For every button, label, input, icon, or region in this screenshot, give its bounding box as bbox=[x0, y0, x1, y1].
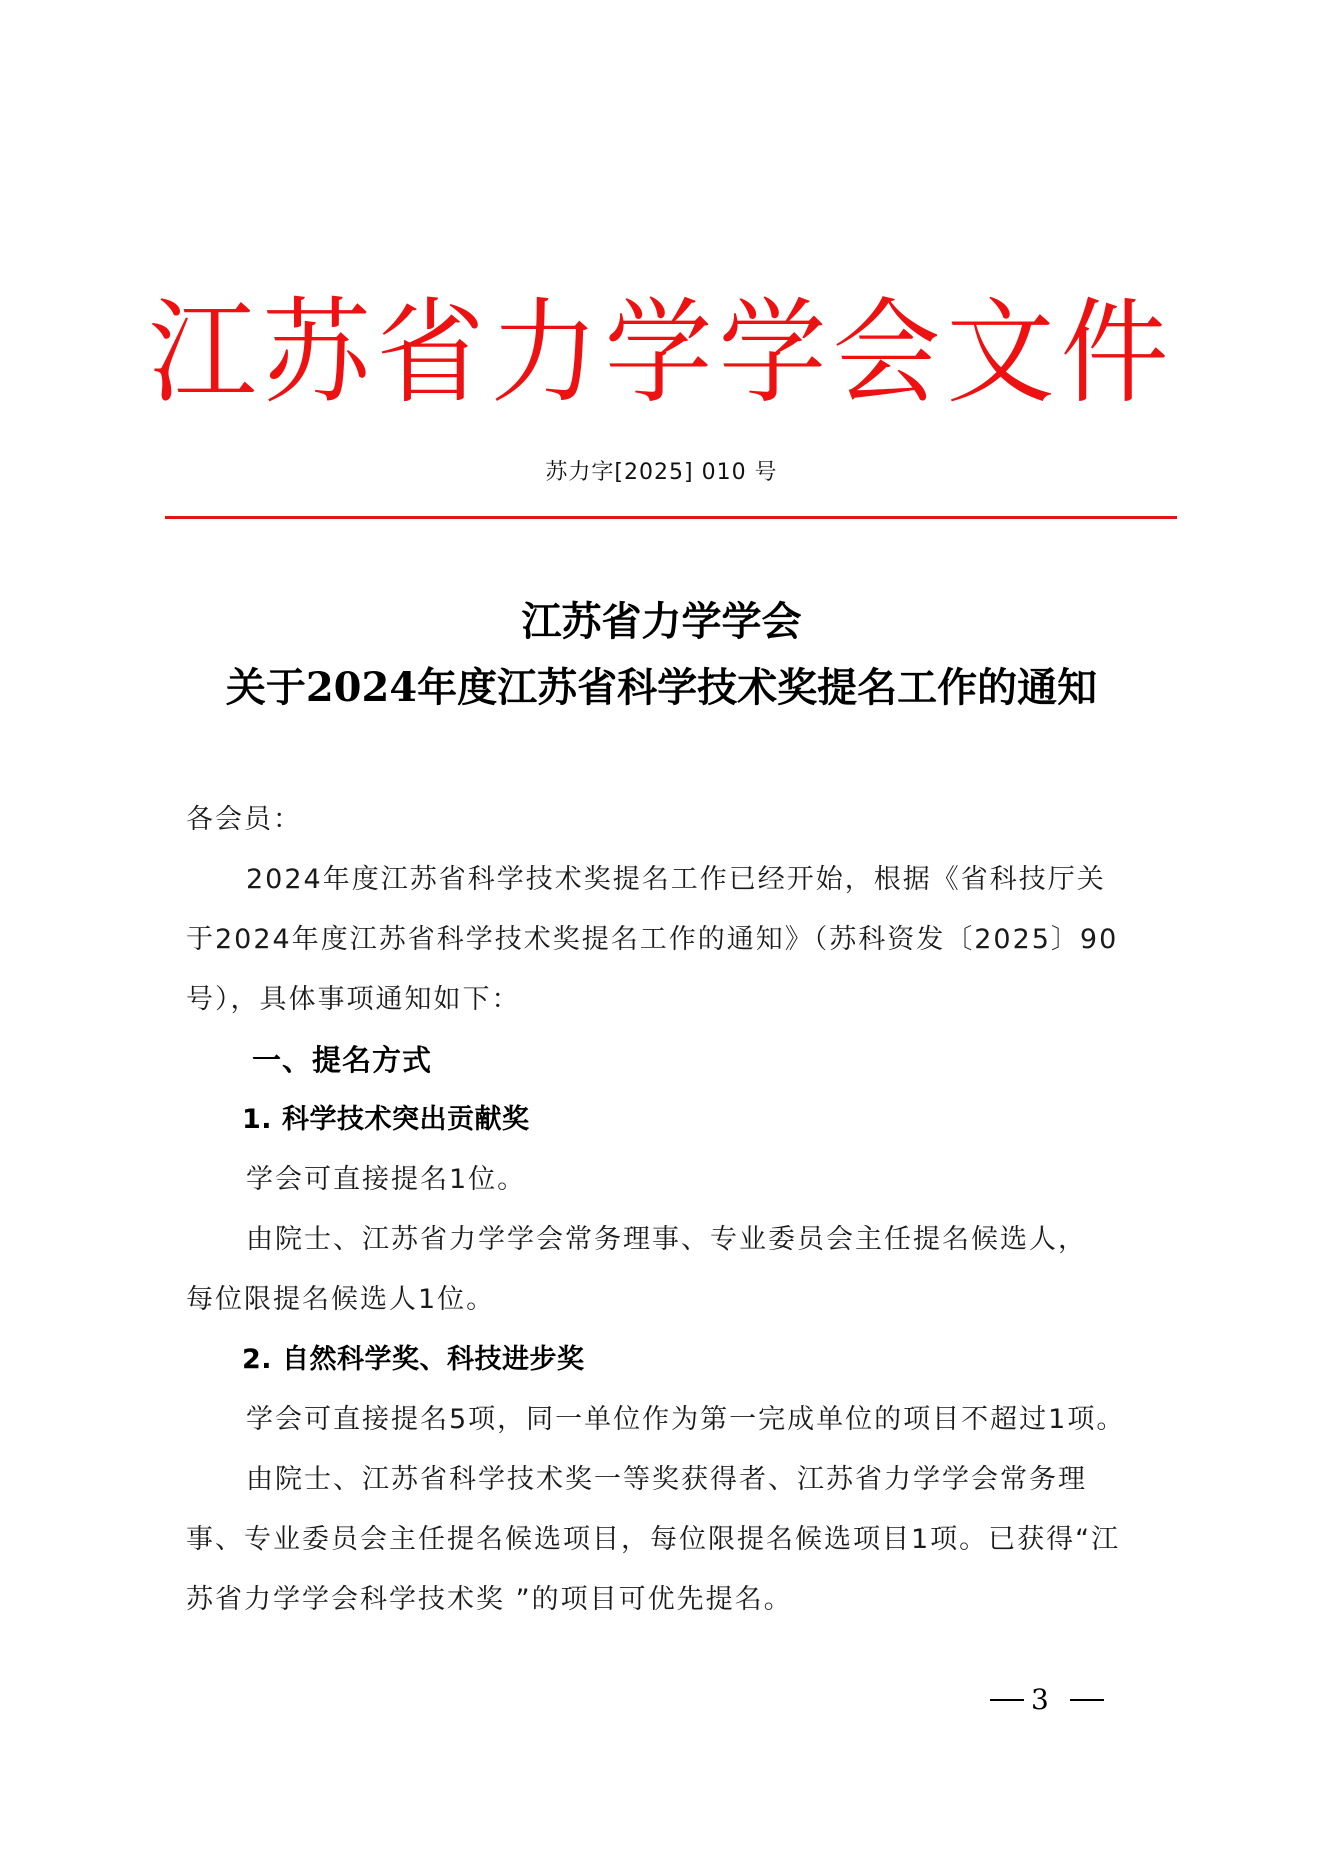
item1-line-1: 学会可直接提名1位。 bbox=[246, 1164, 527, 1195]
intro-line-1: 2024年度江苏省科学技术奖提名工作已经开始，根据《省科技厅关 bbox=[246, 864, 1106, 895]
left-dash bbox=[990, 1699, 1024, 1701]
item-heading-outstanding-contribution: 1. 科学技术突出贡献奖 bbox=[242, 1104, 530, 1135]
masthead-title: 江苏省力学学会文件 bbox=[148, 287, 1175, 420]
item1-line-2: 由院士、江苏省力学学会常务理事、专业委员会主任提名候选人， bbox=[246, 1224, 1087, 1255]
salutation: 各会员： bbox=[186, 804, 302, 835]
intro-line-3: 号），具体事项通知如下： bbox=[186, 984, 521, 1015]
notice-title-line2: 关于2024年度江苏省科学技术奖提名工作的通知 bbox=[225, 664, 1098, 711]
intro-line-2: 于2024年度江苏省科学技术奖提名工作的通知》（苏科资发〔2025〕90 bbox=[186, 924, 1119, 955]
item2-line-3: 事、专业委员会主任提名候选项目，每位限提名候选项目1项。已获得“江 bbox=[186, 1524, 1121, 1555]
notice-title-line1: 江苏省力学学会 bbox=[521, 598, 802, 645]
page-number: 3 bbox=[1031, 1683, 1049, 1716]
item2-line-1: 学会可直接提名5项，同一单位作为第一完成单位的项目不超过1项。 bbox=[246, 1404, 1126, 1435]
document-number: 苏力字[2025] 010 号 bbox=[545, 460, 778, 485]
right-dash bbox=[1070, 1699, 1104, 1701]
item2-line-2: 由院士、江苏省科学技术奖一等奖获得者、江苏省力学学会常务理 bbox=[246, 1464, 1087, 1495]
red-divider-rule bbox=[165, 516, 1177, 519]
item-heading-natural-science-progress: 2. 自然科学奖、科技进步奖 bbox=[242, 1344, 585, 1375]
section-heading-nomination-method: 一、提名方式 bbox=[252, 1043, 433, 1077]
item1-line-3: 每位限提名候选人1位。 bbox=[186, 1284, 496, 1315]
item2-line-4: 苏省力学学会科学技术奖 ”的项目可优先提名。 bbox=[186, 1584, 793, 1615]
